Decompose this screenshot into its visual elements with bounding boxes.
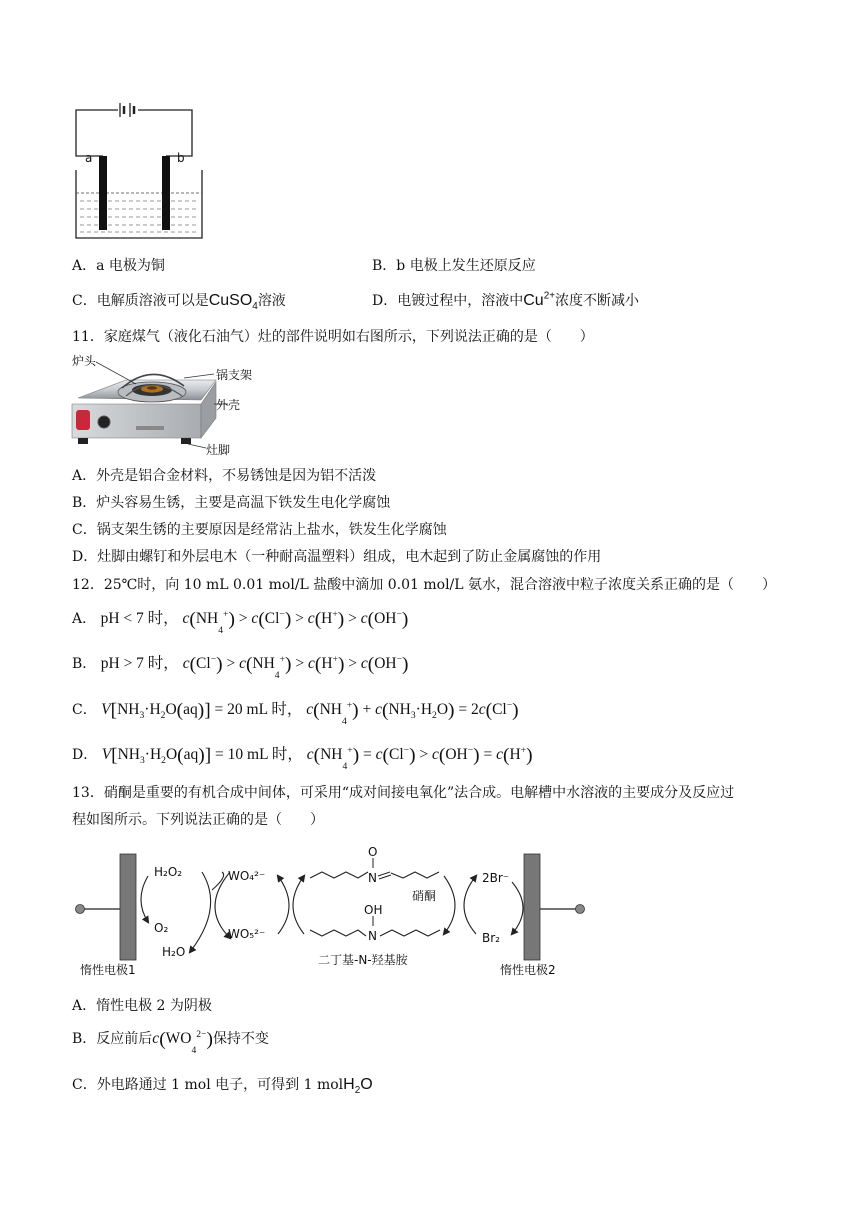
terminal-2 (576, 905, 585, 914)
cuso4-formula: CuSO$_4$ (208, 292, 258, 313)
label-shell: 外壳 (216, 398, 241, 412)
q10-option-c[interactable]: C．电解质溶液可以是CuSO$_4$溶液 (72, 292, 286, 313)
q12-a-expression: pH < 7 时， $c(NH_4^+) > c(Cl^-) > c(H^+) > c(OH^-)$ (100, 608, 409, 637)
nitrone-chain-left (310, 872, 368, 878)
label-pot-support: 锅支架 (216, 368, 253, 382)
nitrone-chain-right (391, 872, 439, 878)
q13-option-b[interactable]: B．反应前后$c(WO_4^{2-})$保持不变 (72, 1028, 269, 1057)
label-foot: 灶脚 (206, 443, 231, 457)
q13-option-a[interactable]: A．惰性电极 2 为阴极 (72, 998, 212, 1014)
stove-shell (72, 404, 201, 438)
nitrone-label: 硝酮 (412, 889, 437, 903)
stove-foot (78, 438, 88, 444)
nitrone-o: O (368, 845, 378, 859)
br2-label: Br₂ (482, 931, 500, 945)
solution (80, 201, 198, 232)
q11-option-b[interactable]: B．炉头容易生锈，主要是高温下铁发生电化学腐蚀 (72, 495, 391, 511)
br-minus-label: 2Br⁻ (482, 871, 510, 885)
hydroxylamine-chain-left (310, 930, 366, 936)
q11-option-d[interactable]: D．灶脚由螺钉和外层电木（一种耐高温塑料）组成，电木起到了防止金属腐蚀的作用 (72, 549, 602, 565)
q12-d-expression: $V[NH_3\cdot H_2O(aq)] = 10$ mL 时， $c(NH_4^+) = c(Cl^-) > c(OH^-) = c(H^+)$ (101, 744, 533, 773)
wo5-label: WO₅²⁻ (228, 927, 266, 941)
h2o-formula: $H_2O$ (343, 1076, 373, 1097)
electrode2-label: 惰性电极2 (500, 963, 556, 977)
q12-option-b[interactable]: B． pH > 7 时， $c(Cl^-) > c(NH_4^+) > c(H^+) > c(OH^-)$ (72, 653, 409, 682)
inert-electrode-2 (524, 854, 540, 960)
h2o2-label: H₂O₂ (154, 865, 183, 879)
label-burner-head: 炉头 (72, 354, 97, 368)
beaker (76, 170, 202, 238)
q12-option-d[interactable]: D． $V[NH_3\cdot H_2O(aq)] = 10$ mL 时， $c(NH_4^+) = c(Cl^-) > c(OH^-) = c(H^+)$ (72, 744, 533, 773)
q13-stem-line2: 程如图所示。下列说法正确的是（ ） (72, 812, 324, 828)
paired-electrolysis-figure (72, 842, 602, 982)
electrode-b-label: b (177, 151, 185, 165)
hydroxylamine-oh: OH (364, 903, 383, 917)
q10-option-a[interactable]: A．a 电极为铜 (72, 258, 165, 274)
electrode-a (99, 156, 107, 230)
q10-option-c-text: C．电解质溶液可以是 (72, 293, 209, 309)
knob-icon (76, 410, 90, 430)
q11-option-a[interactable]: A．外壳是铝合金材料，不易锈蚀是因为铝不活泼 (72, 468, 377, 484)
h2o-label: H₂O (162, 945, 186, 959)
q12-c-expression: $V[NH_3\cdot H_2O(aq)] = 20$ mL 时， $c(NH_4^+) + c(NH_3\cdot H_2O) = 2c(Cl^-)$ (101, 699, 519, 728)
electrode-a-label: a (85, 151, 93, 165)
nitrone-n: N (368, 871, 377, 885)
hydroxylamine-n: N (368, 929, 377, 943)
hydroxylamine-label: 二丁基-N-羟基胺 (318, 953, 408, 967)
wo4-concentration: $c(WO_4^{2-})$ (152, 1028, 213, 1057)
inert-electrode-1 (120, 854, 136, 960)
electrode1-label: 惰性电极1 (80, 963, 136, 977)
q12-option-a[interactable]: A． pH < 7 时， $c(NH_4^+) > c(Cl^-) > c(H^+) > c(OH^-)$ (72, 608, 409, 637)
q12-stem: 12．25℃时，向 10 mL 0.01 mol/L 盐酸中滴加 0.01 mol/L 氨水，混合溶液中粒子浓度关系正确的是（ ） (72, 577, 777, 593)
gas-stove-figure (66, 352, 266, 460)
q11-stem: 11．家庭煤气（液化石油气）灶的部件说明如右图所示，下列说法正确的是（ ） (72, 329, 594, 345)
q12-b-expression: pH > 7 时， $c(Cl^-) > c(NH_4^+) > c(H^+) > c(OH^-)$ (100, 653, 409, 682)
q11-option-c[interactable]: C．锅支架生锈的主要原因是经常沾上盐水，铁发生化学腐蚀 (72, 522, 447, 538)
q13-stem-line1: 13．硝酮是重要的有机合成中间体，可采用“成对间接电氧化”法合成。电解槽中水溶液的主要成分及反应过 (72, 785, 735, 801)
q10-option-b[interactable]: B．b 电极上发生还原反应 (372, 258, 536, 274)
q10-option-d[interactable]: D．电镀过程中，溶液中$Cu^{2+}$浓度不断减小 (372, 290, 639, 309)
cu-ion: $Cu^{2+}$ (523, 290, 555, 309)
q12-option-c[interactable]: C． $V[NH_3\cdot H_2O(aq)] = 20$ mL 时， $c(NH_4^+) + c(NH_3\cdot H_2O) = 2c(Cl^-)$ (72, 699, 519, 728)
hydroxylamine-chain-right (380, 930, 440, 936)
q13-option-c[interactable]: C．外电路通过 1 mol 电子，可得到 1 molH$_2$O (72, 1076, 373, 1097)
terminal-1 (76, 905, 85, 914)
wo4-label: WO₄²⁻ (228, 869, 266, 883)
o2-label: O₂ (154, 921, 169, 935)
electrolysis-cell-figure (72, 100, 212, 245)
electrode-b (162, 156, 170, 230)
